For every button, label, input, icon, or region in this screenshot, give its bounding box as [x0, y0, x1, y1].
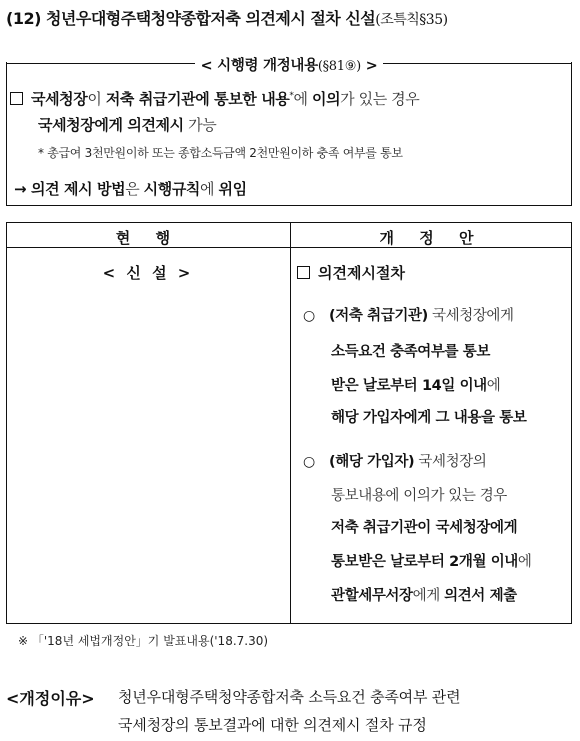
section-title-ref: (조특칙§35): [375, 12, 448, 28]
circle-bullet-icon: ○: [303, 454, 315, 470]
footnote: ※ 「'18년 세법개정안」기 발표내용('18.7.30): [18, 634, 269, 648]
summary-note: * 총급여 3천만원이하 또는 종합소득금액 2천만원이하 충족 여부를 통보: [38, 146, 403, 160]
reason-line-1: 청년우대형주택청약종합저축 소득요건 충족여부 관련: [118, 688, 461, 706]
revised-title: 의견제시절차: [297, 262, 405, 283]
summary-line-1: 국세청장이 저축 취급기관에 통보한 내용*에 이의가 있는 경우: [10, 88, 419, 109]
subheading-ref: (§81⑨): [317, 59, 361, 74]
table-header-current: 현 행: [115, 229, 181, 247]
item2-line1: ○ (해당 가입자) 국세청장의: [303, 454, 487, 470]
item1-line3: 받은 날로부터 14일 이내에: [331, 378, 501, 394]
item1-line2: 소득요건 충족여부를 통보: [331, 344, 490, 360]
reason-line-2: 국세청장의 통보결과에 대한 의견제시 절차 규정: [118, 716, 427, 734]
table-column-divider: [290, 222, 291, 624]
item2-line4: 통보받은 날로부터 2개월 이내에: [331, 554, 532, 570]
item1-line4: 해당 가입자에게 그 내용을 통보: [331, 410, 527, 426]
square-bullet-icon: [10, 92, 23, 105]
section-title-text: (12) 청년우대형주택청약종합저축 의견제시 절차 신설: [6, 9, 376, 28]
summary-line-2: 국세청장에게 의견제시 가능: [38, 116, 217, 134]
subheading-text: < 시행령 개정내용: [200, 58, 318, 74]
summary-line-3: → 의견 제시 방법은 시행규칙에 위임: [14, 180, 247, 198]
section-title: [6, 6, 576, 29]
subheading-close: >: [365, 58, 378, 74]
square-bullet-icon: [297, 266, 310, 279]
item2-line3: 저축 취급기관이 국세청장에게: [331, 520, 518, 536]
circle-bullet-icon: ○: [303, 308, 315, 324]
table-header-revised: 개 정 안: [379, 229, 484, 247]
item2-line2: 통보내용에 이의가 있는 경우: [331, 488, 507, 504]
item2-line5: 관할세무서장에게 의견서 제출: [331, 588, 517, 604]
item1-line1: ○ (저축 취급기관) 국세청장에게: [303, 308, 514, 324]
reason-label: <개정이유>: [6, 689, 95, 708]
new-provision-marker: < 신 설 >: [102, 264, 194, 282]
